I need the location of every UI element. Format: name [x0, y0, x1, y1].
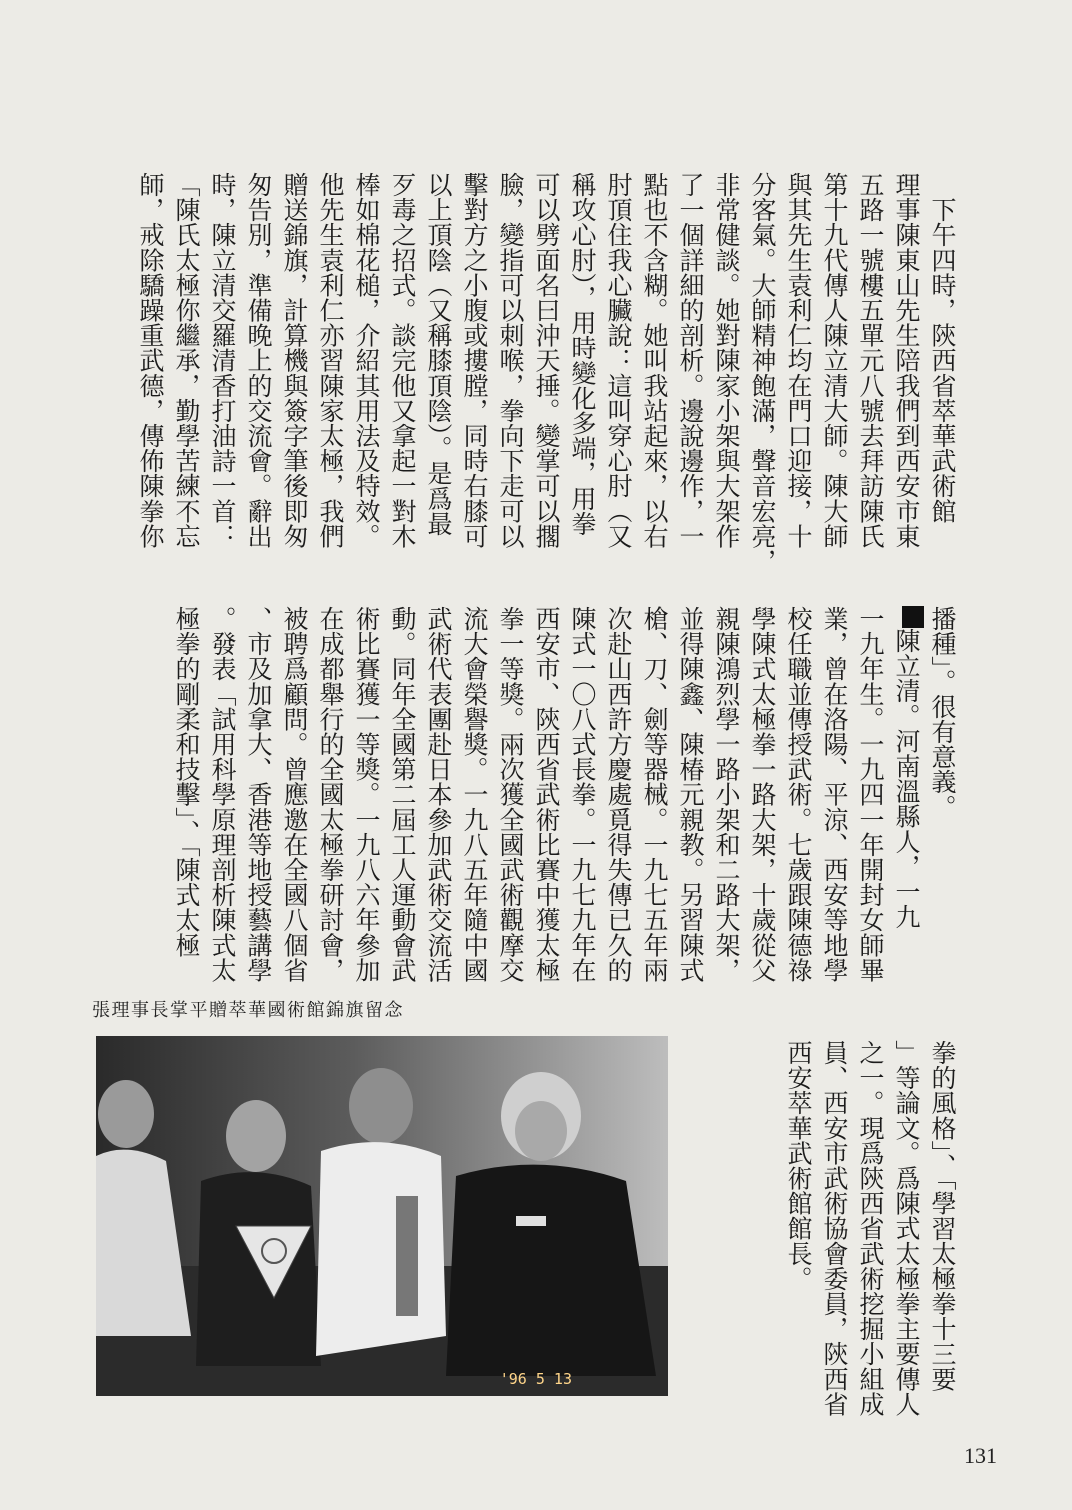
text-column: 分客氣。大師精神飽滿，聲音宏亮， [748, 172, 777, 574]
text-column: 他先生袁利仁亦習陳家太極，我們 [316, 172, 345, 549]
text-column: 親陳鴻烈學一路小架和二路大架， [712, 606, 741, 983]
text-column: 與其先生袁利仁均在門口迎接，十 [784, 172, 813, 549]
text-column: 」等論文。爲陳式太極拳主要傳人 [892, 1040, 921, 1417]
text-column: 非常健談。她對陳家小架與大架作 [712, 172, 741, 549]
text-column: 在成都舉行的全國太極拳研討會， [316, 606, 345, 983]
text-column: 極拳的剛柔和技擊」、「陳式太極 [172, 606, 201, 958]
text-column: 點也不含糊。她叫我站起來，以右 [640, 172, 669, 549]
text-column: 學陳式太極拳一路大架，十歲從父 [748, 606, 777, 983]
text-column: 理事陳東山先生陪我們到西安市東 [892, 172, 921, 549]
text-column: 臉，變指可以刺喉，拳向下走可以 [496, 172, 525, 549]
text-column: 陳式一〇八式長拳。一九七九年在 [568, 606, 597, 983]
text-column: 業，曾在洛陽、平涼、西安等地學 [820, 606, 849, 983]
text-column: 贈送錦旗，計算機與簽字筆後即匆 [280, 172, 309, 549]
text-column: 五路一號樓五單元八號去拜訪陳氏 [856, 172, 885, 549]
text-column: 擊對方之小腹或摟膛，同時右膝可 [460, 172, 489, 549]
text-column: 一九年生。一九四一年開封女師畢 [856, 606, 885, 983]
text-column [888, 606, 924, 951]
photo-date-stamp: '96 5 13 [499, 1370, 572, 1388]
text-column: 下午四時，陝西省萃華武術館 [928, 172, 957, 524]
text-column: 播種」。很有意義。 [928, 606, 957, 820]
text-column: 校任職並傳授武術。七歲跟陳德祿 [784, 606, 813, 983]
text-column: 稱攻心肘），用時變化多端，用拳 [568, 172, 597, 536]
text-column: 師，戒除驕躁重武德，傳佈陳拳你 [136, 172, 165, 549]
text-column: 員、西安市武術協會委員，陝西省 [820, 1040, 849, 1417]
text-column: 西安萃華武術館館長。 [784, 1040, 813, 1291]
text-column: 槍、刀、劍等器械。一九七五年兩 [640, 606, 669, 983]
article-lower-right-text [780, 1040, 960, 1417]
text-column: 動。同年全國第二屆工人運動會武 [388, 606, 417, 983]
text-column: 以上頂陰（又稱膝頂陰）。是爲最 [424, 172, 453, 536]
text-column: 流大會榮譽獎。一九八五年隨中國 [460, 606, 489, 983]
text-column: 之一。現爲陝西省武術挖掘小組成 [856, 1040, 885, 1417]
article-upper-text [132, 172, 960, 574]
article-middle-text [168, 606, 960, 983]
text-column: 。發表「試用科學原理剖析陳式太 [208, 606, 237, 983]
text-column: 次赴山西許方慶處覓得失傳已久的 [604, 606, 633, 983]
text-column: 時，陳立清交羅清香打油詩一首： [208, 172, 237, 549]
photo-illustration [96, 1036, 668, 1396]
text-column: 肘頂住我心臟說：這叫穿心肘（又 [604, 172, 633, 549]
text-column: 「陳氏太極你繼承，勤學苦練不忘 [172, 172, 201, 549]
text-column: 歹毒之招式。談完他又拿起一對木 [388, 172, 417, 549]
text-column: 棒如棉花槌，介紹其用法及特效。 [352, 172, 381, 549]
text-column: 可以劈面名曰沖天捶。變掌可以擱 [532, 172, 561, 549]
bio-heading: 陳立清。河南溫縣人，一九 [892, 628, 921, 930]
text-column: 、市及加拿大、香港等地授藝講學 [244, 606, 273, 983]
photo-caption: 張理事長掌平贈萃華國術館錦旗留念 [92, 1000, 404, 1021]
text-column: 第十九代傳人陳立清大師。陳大師 [820, 172, 849, 549]
text-column: 拳的風格」、「學習太極拳十三要 [928, 1040, 957, 1392]
group-photo [96, 1036, 668, 1396]
text-column: 武術代表團赴日本參加武術交流活 [424, 606, 453, 983]
text-column: 匆告別，準備晚上的交流會。辭出 [244, 172, 273, 549]
text-column: 並得陳鑫、陳椿元親教。另習陳式 [676, 606, 705, 983]
text-column: 術比賽獲一等獎。一九八六年參加 [352, 606, 381, 983]
text-column: 了一個詳細的剖析。邊說邊作，一 [676, 172, 705, 549]
text-column: 拳一等獎。兩次獲全國武術觀摩交 [496, 606, 525, 983]
section-marker-icon [902, 606, 924, 628]
text-column: 被聘爲顧問。曾應邀在全國八個省 [280, 606, 309, 983]
text-column: 西安市、陝西省武術比賽中獲太極 [532, 606, 561, 983]
page-number: 131 [964, 1443, 997, 1468]
